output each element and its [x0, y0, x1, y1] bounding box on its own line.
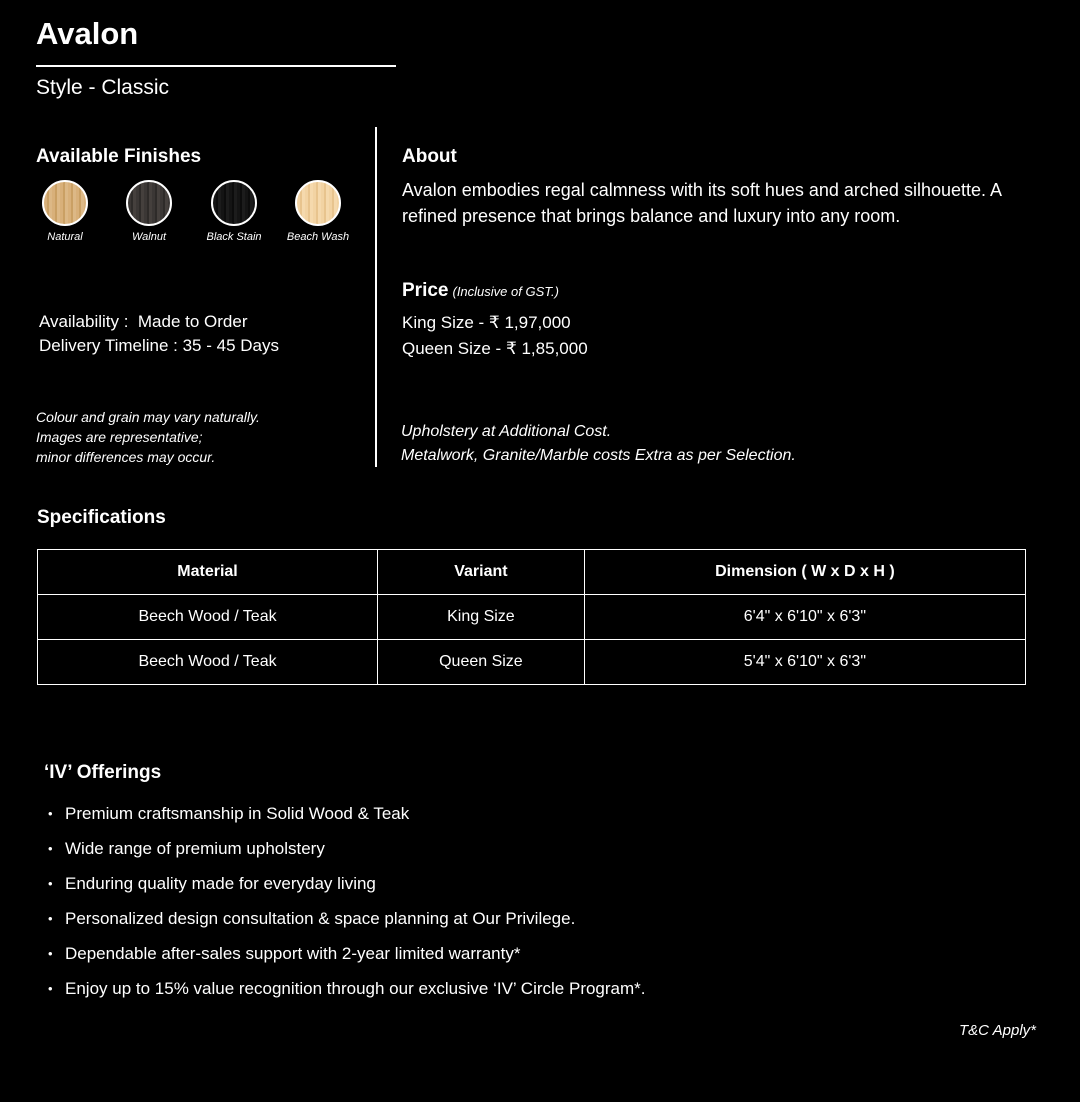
disclaimer-line: Images are representative;: [36, 429, 203, 445]
price-king: King Size - ₹ 1,97,000: [402, 313, 571, 332]
list-item: • Dependable after-sales support with 2-year limited warranty*: [48, 936, 646, 971]
finish-swatch-black-stain[interactable]: [206, 180, 262, 243]
gst-note: (Inclusive of GST.): [452, 284, 559, 299]
finish-label: Natural: [47, 231, 83, 243]
finish-swatch-natural[interactable]: [37, 180, 93, 243]
column-header-dimension: Dimension ( W x D x H ): [584, 550, 1025, 595]
finish-label: Walnut: [131, 231, 167, 243]
specifications-heading: Specifications: [37, 507, 166, 528]
finish-swatch-circle: [295, 180, 341, 226]
list-item: • Premium craftsmanship in Solid Wood & Teak: [48, 796, 646, 831]
finish-swatch-circle: [42, 180, 88, 226]
vertical-divider: [375, 127, 377, 467]
price-heading-label: Price: [402, 280, 449, 301]
list-item: • Enduring quality made for everyday living: [48, 866, 646, 901]
price-queen: Queen Size - ₹ 1,85,000: [402, 339, 588, 358]
price-heading: [402, 280, 559, 302]
table-cell: Beech Wood / Teak: [38, 595, 378, 640]
additional-cost-line: Upholstery at Additional Cost.: [401, 423, 612, 440]
column-header-variant: Variant: [378, 550, 585, 595]
table-header-row: [38, 550, 1026, 595]
list-item: • Personalized design consultation & space planning at Our Privilege.: [48, 901, 646, 936]
finish-swatch-walnut[interactable]: [121, 180, 177, 243]
column-header-material: Material: [38, 550, 378, 595]
specifications-table: [37, 549, 1026, 685]
disclaimer-line: minor differences may occur.: [36, 449, 216, 465]
table-cell: 5'4" x 6'10" x 6'3": [584, 640, 1025, 685]
finish-swatch-beach-wash[interactable]: [286, 180, 350, 243]
product-title: Avalon: [36, 16, 139, 51]
finish-swatches: [36, 180, 366, 250]
table-cell: Queen Size: [378, 640, 585, 685]
finish-label: Beach Wash: [286, 231, 350, 243]
finish-swatch-circle: [126, 180, 172, 226]
availability-info: [39, 310, 279, 358]
list-item: • Wide range of premium upholstery: [48, 831, 646, 866]
table-row: [38, 640, 1026, 685]
additional-costs: [401, 420, 796, 468]
table-cell: Beech Wood / Teak: [38, 640, 378, 685]
finish-label: Black Stain: [206, 231, 262, 243]
title-divider: [36, 65, 396, 67]
table-cell: King Size: [378, 595, 585, 640]
finish-swatch-circle: [211, 180, 257, 226]
product-style: Style - Classic: [36, 76, 170, 99]
table-cell: 6'4" x 6'10" x 6'3": [584, 595, 1025, 640]
offerings-list: [48, 796, 646, 1006]
list-item: • Enjoy up to 15% value recognition through our exclusive ‘IV’ Circle Program*.: [48, 971, 646, 1006]
finishes-heading: Available Finishes: [36, 146, 202, 167]
offerings-heading: ‘IV’ Offerings: [44, 762, 162, 783]
delivery-timeline-line: Delivery Timeline : 35 - 45 Days: [39, 336, 279, 355]
availability-line: Availability : Made to Order: [39, 312, 248, 331]
additional-cost-line: Metalwork, Granite/Marble costs Extra as per Selection.: [401, 447, 796, 464]
about-text: Avalon embodies regal calmness with its soft hues and arched silhouette. A refined presence that brings balance and luxury into any room.: [402, 180, 1002, 226]
price-list: [402, 310, 588, 362]
terms-apply: T&C Apply*: [959, 1022, 1036, 1039]
disclaimer-line: Colour and grain may vary naturally.: [36, 409, 260, 425]
about-heading: About: [402, 146, 457, 167]
table-row: [38, 595, 1026, 640]
disclaimer-note: [36, 407, 260, 467]
